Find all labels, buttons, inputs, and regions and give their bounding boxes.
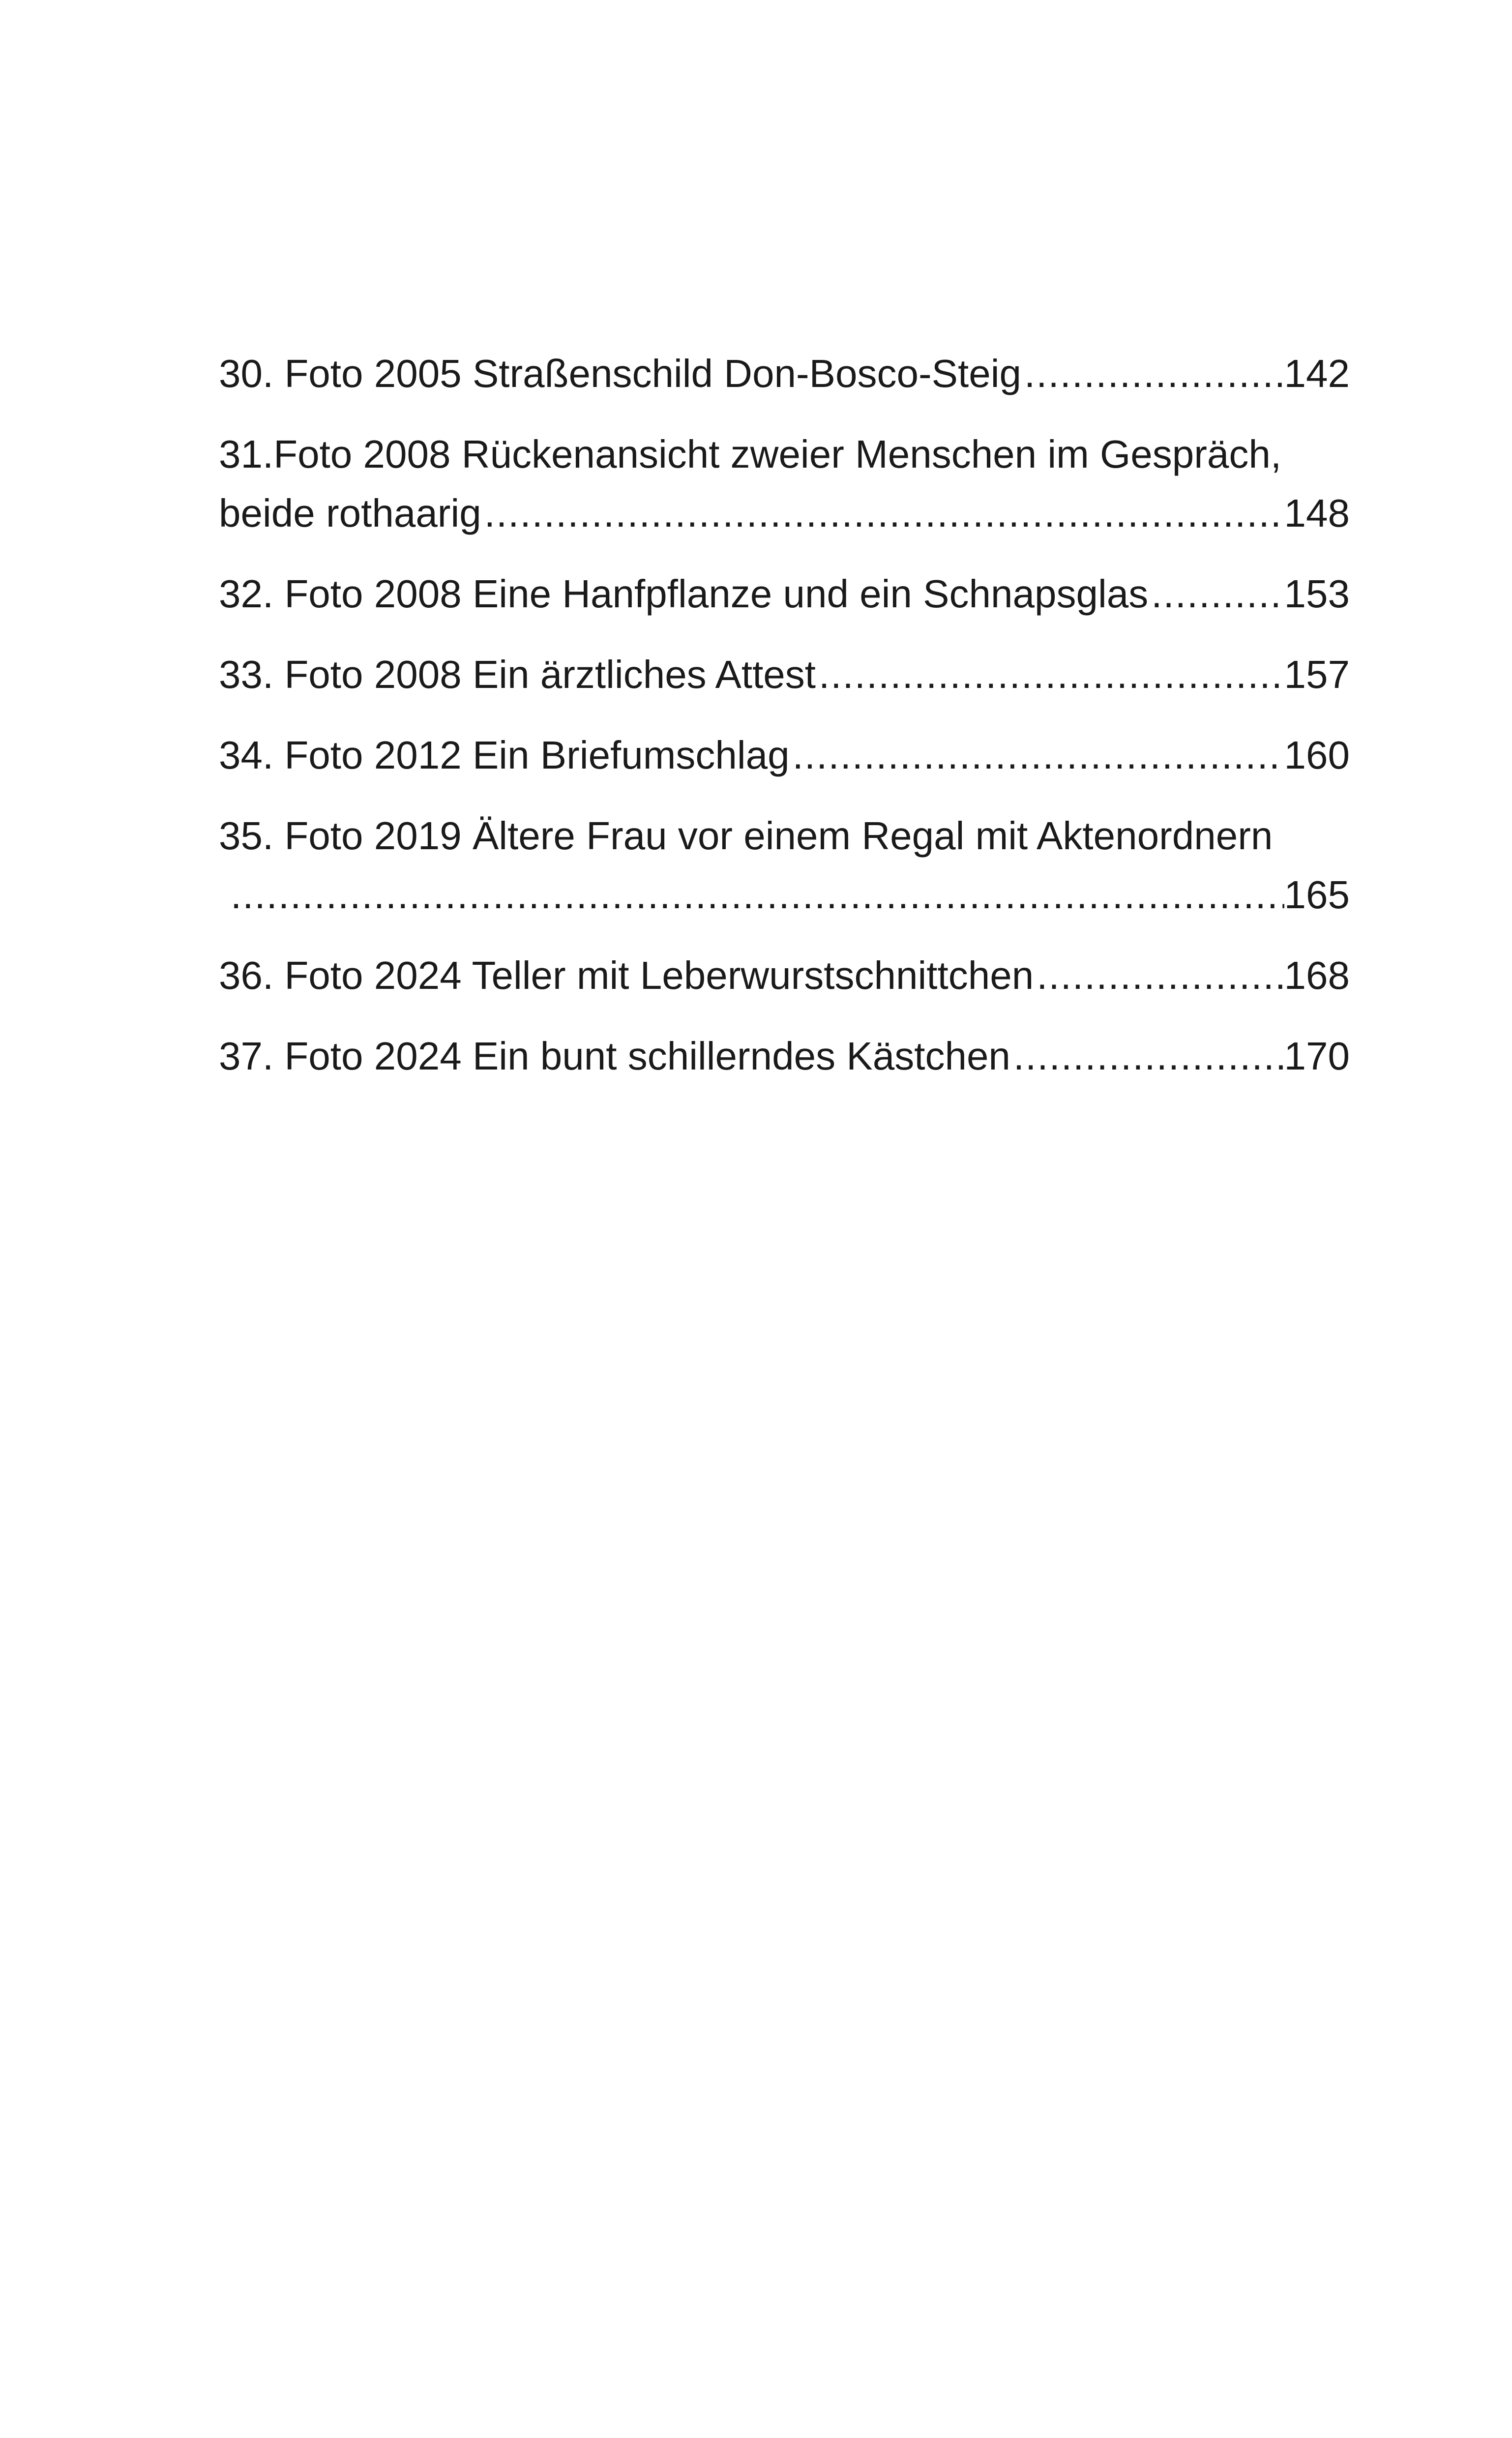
toc-entry-37[interactable] (219, 1027, 1350, 1086)
toc-entry-title: 32. Foto 2008 Eine Hanfpflanze und ein Schnapsglas (219, 572, 1149, 616)
toc-line (219, 645, 1350, 704)
toc-line (219, 1027, 1350, 1086)
dot-leader (790, 726, 1284, 785)
toc-line (219, 484, 1350, 543)
toc-line (219, 946, 1350, 1005)
toc-page-number: 157 (1284, 653, 1350, 696)
toc-entry-33[interactable] (219, 645, 1350, 704)
toc-line (219, 726, 1350, 785)
dot-leader (1010, 1027, 1284, 1086)
toc-entry-title-line1: 35. Foto 2019 Ältere Frau vor einem Regal mit Aktenordnern (219, 814, 1273, 858)
dot-leader (1034, 946, 1284, 1005)
dot-leader (1148, 565, 1284, 624)
toc-line (219, 565, 1350, 624)
toc-entry-title-line1: 31.Foto 2008 Rückenansicht zweier Menschen im Gespräch, (219, 432, 1282, 476)
toc-page-number: 165 (1284, 873, 1350, 917)
toc-page-number: 148 (1284, 491, 1350, 535)
toc-page-number: 142 (1284, 352, 1350, 395)
toc-line (219, 344, 1350, 403)
toc-entry-title: 36. Foto 2024 Teller mit Leberwurstschnittchen (219, 953, 1034, 997)
toc-entry-title: 37. Foto 2024 Ein bunt schillerndes Kästchen (219, 1034, 1010, 1078)
toc-page-number: 160 (1284, 733, 1350, 777)
toc-entry-30[interactable] (219, 344, 1350, 403)
dot-leader (1021, 344, 1284, 403)
toc-entry-34[interactable] (219, 726, 1350, 785)
dot-leader (219, 865, 1284, 924)
toc-page-number: 168 (1284, 953, 1350, 997)
table-of-contents (219, 344, 1350, 1107)
toc-page-number: 153 (1284, 572, 1350, 616)
toc-line (219, 865, 1350, 924)
toc-entry-title: 33. Foto 2008 Ein ärztliches Attest (219, 653, 816, 696)
toc-entry-title: 30. Foto 2005 Straßenschild Don-Bosco-Steig (219, 352, 1021, 395)
dot-leader (816, 645, 1284, 704)
toc-page-number: 170 (1284, 1034, 1350, 1078)
toc-entry-36[interactable] (219, 946, 1350, 1005)
toc-entry-title: 34. Foto 2012 Ein Briefumschlag (219, 733, 790, 777)
toc-entry-title-line2: beide rothaarig (219, 491, 481, 535)
toc-entry-35[interactable] (219, 806, 1350, 924)
toc-entry-31[interactable] (219, 425, 1350, 543)
toc-entry-32[interactable] (219, 565, 1350, 624)
dot-leader (481, 484, 1284, 543)
